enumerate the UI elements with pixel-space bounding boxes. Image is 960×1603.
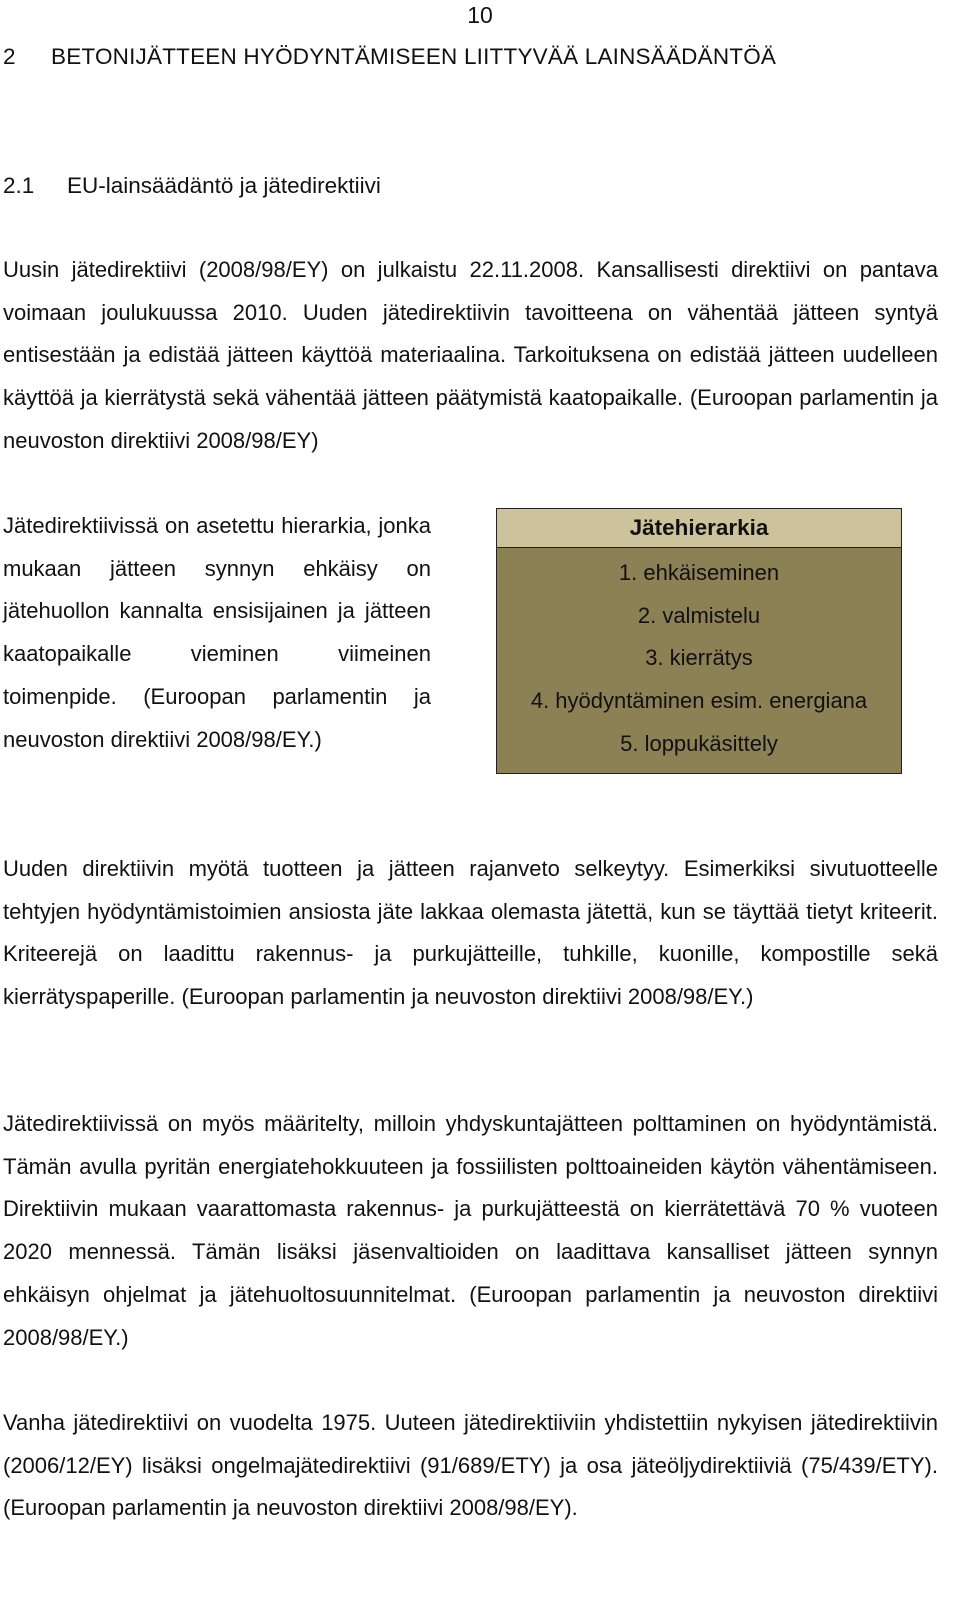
hierarchy-item: 3. kierrätys xyxy=(645,645,753,671)
paragraph-incineration: Jätedirektiivissä on myös määritelty, milloin yhdyskuntajätteen polttaminen on hyödyntämistä. Tämän avulla pyritän energiatehokkuuteen ja fossiilisten polttoaineiden käytön vähentämiseen. Direktiivin mukaan vaarattomasta rakennus- ja purkujätteestä on kierrätettävä 70 % vuoteen 2020 mennessä. Tämän lisäksi jäsenvaltioiden on laadittava kansalliset jätteen synnyn ehkäisyn ohjelmat ja jätehuoltosuunnitelmat. (Euroopan parlamentin ja neuvoston direktiivi 2008/98/EY.) xyxy=(3,1111,938,1350)
section-title: EU-lainsäädäntö ja jätedirektiivi xyxy=(67,173,381,198)
section-number: 2.1 xyxy=(3,173,35,198)
hierarchy-item: 1. ehkäiseminen xyxy=(618,560,780,585)
paragraph-product-waste: Uuden direktiivin myötä tuotteen ja jätteen rajanveto selkeytyy. Esimerkiksi sivutuotteelle tehtyjen hyödyntämistoimien ansiosta jäte lakkaa olemasta jätettä, kun se täyttää tietyt kriteerit. Kriteerejä on laadittu rakennus- ja purkujätteille, tuhkille, kuonille, kompostille sekä kierrätyspaperille. (Euroopan parlamentin ja neuvoston direktiivi 2008/98/EY.) xyxy=(3,856,938,1010)
chapter-number: 2 xyxy=(3,44,16,69)
section-heading xyxy=(3,173,381,199)
paragraph-hierarchy: Jätedirektiivissä on asetettu hierarkia, jonka mukaan jätteen synnyn ehkäisy on jätehuollon kannalta ensisijainen ja jätteen kaatopaikalle vieminen viimeinen toimenpide. (Euroopan parlamentin ja neuvoston direktiivi 2008/98/EY.) xyxy=(3,513,431,752)
hierarchy-item: 2. valmistelu xyxy=(637,602,761,628)
chapter-heading xyxy=(3,44,776,70)
hierarchy-item: 4. hyödyntäminen esim. energiana xyxy=(530,688,868,714)
paragraph-old-directive: Vanha jätedirektiivi on vuodelta 1975. Uuteen jätedirektiiviin yhdistettiin nykyisen jätedirektiivin (2006/12/EY) lisäksi ongelmajätedirektiivi (91/689/ETY) ja osa jäteöljydirektiiviä (75/439/ETY). (Euroopan parlamentin ja neuvoston direktiivi 2008/98/EY). xyxy=(3,1410,938,1521)
waste-hierarchy-title: Jätehierarkia xyxy=(497,509,901,548)
page-number: 10 xyxy=(467,2,493,28)
waste-hierarchy-list xyxy=(497,548,901,773)
hierarchy-item: 5. loppukäsittely xyxy=(620,730,778,756)
waste-hierarchy-table xyxy=(496,508,902,774)
paragraph-directive-intro: Uusin jätedirektiivi (2008/98/EY) on julkaistu 22.11.2008. Kansallisesti direktiivi on pantava voimaan joulukuussa 2010. Uuden jätedirektiivin tavoitteena on vähentää jätteen syntyä entisestään ja edistää jätteen käyttöä materiaalina. Tarkoituksena on edistää jätteen uudelleen käyttöä ja kierrätystä sekä vähentää jätteen päätymistä kaatopaikalle. (Euroopan parlamentin ja neuvoston direktiivi 2008/98/EY) xyxy=(3,257,938,453)
chapter-title: BETONIJÄTTEEN HYÖDYNTÄMISEEN LIITTYVÄÄ LAINSÄÄDÄNTÖÄ xyxy=(51,44,777,69)
